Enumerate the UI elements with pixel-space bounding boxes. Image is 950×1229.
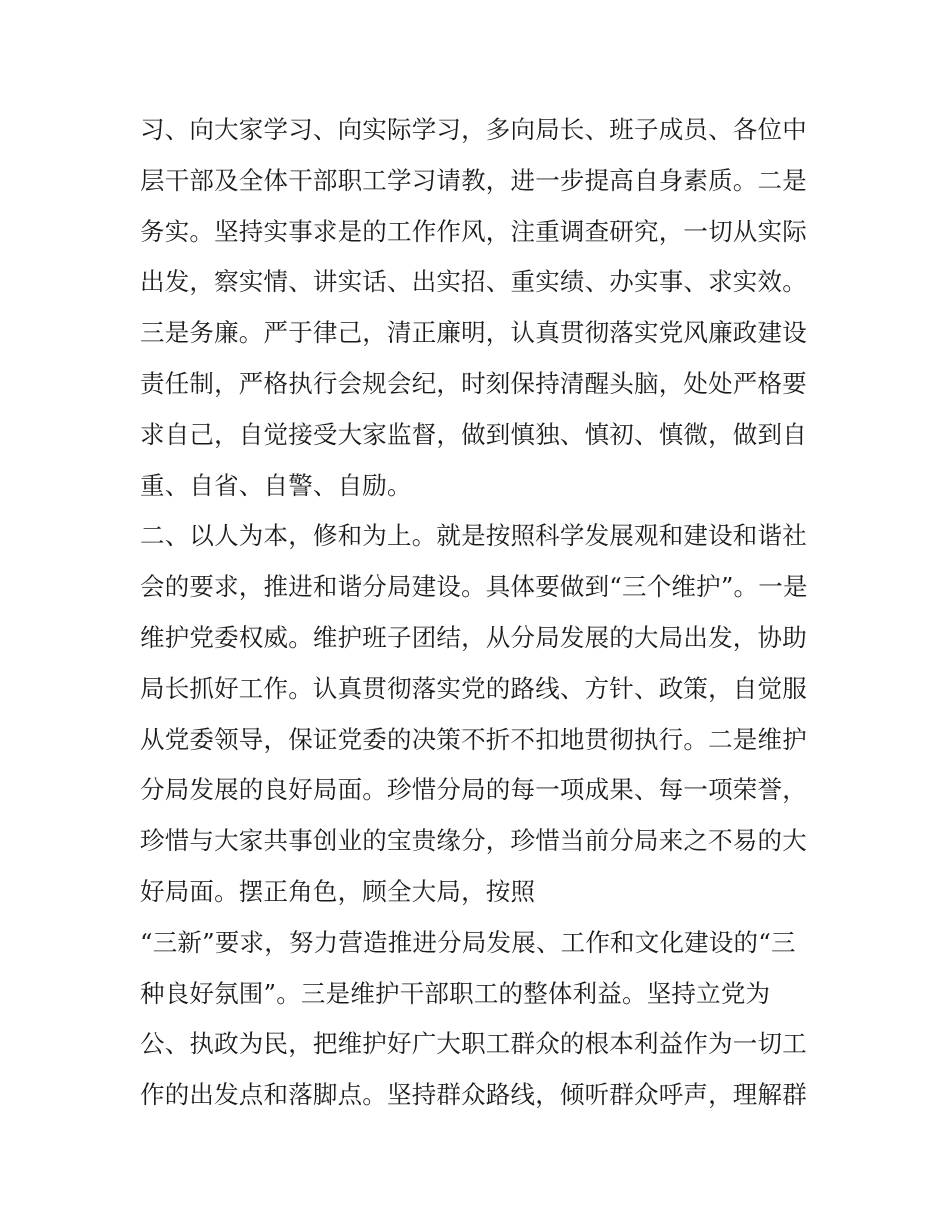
text-line: 务实。坚持实事求是的工作作风，注重调查研究，一切从实际	[140, 216, 807, 246]
text-line: 公、执政为民，把维护好广大职工群众的根本利益作为一切工	[140, 1029, 807, 1059]
body-text	[140, 105, 830, 1121]
text-line: “三新”要求，努力营造推进分局发展、工作和文化建设的“三	[140, 927, 796, 957]
text-line: 习、向大家学习、向实际学习，多向局长、班子成员、各位中	[140, 115, 807, 144]
text-line: 二、以人为本，修和为上。就是按照科学发展观和建设和谐社	[140, 521, 807, 551]
text-line: 层干部及全体干部职工学习请教，进一步提高自身素质。二是	[140, 165, 807, 195]
text-line: 重、自省、自警、自励。	[140, 470, 412, 500]
text-line: 从党委领导，保证党委的决策不折不扣地贯彻执行。二是维护	[140, 724, 807, 754]
text-line: 责任制，严格执行会规会纪，时刻保持清醒头脑，处处严格要	[140, 368, 807, 398]
text-line: 珍惜与大家共事创业的宝贵缘分，珍惜当前分局来之不易的大	[140, 826, 807, 856]
text-line: 作的出发点和落脚点。坚持群众路线，倾听群众呼声，理解群	[140, 1080, 807, 1110]
text-line: 局长抓好工作。认真贯彻落实党的路线、方针、政策，自觉服	[140, 673, 807, 703]
text-line: 分局发展的良好局面。珍惜分局的每一项成果、每一项荣誉，	[140, 775, 807, 805]
text-line: 维护党委权威。维护班子团结，从分局发展的大局出发，协助	[140, 622, 807, 652]
text-line: 三是务廉。严于律己，清正廉明，认真贯彻落实党风廉政建设	[140, 318, 807, 348]
text-line: 种良好氛围”。三是维护干部职工的整体利益。坚持立党为	[140, 978, 771, 1008]
text-line: 求自己，自觉接受大家监督，做到慎独、慎初、慎微，做到自	[140, 419, 807, 449]
text-line: 会的要求，推进和谐分局建设。具体要做到“三个维护”。一是	[140, 572, 808, 602]
text-line: 出发，察实情、讲实话、出实招、重实绩、办实事、求实效。	[140, 267, 807, 297]
text-line: 好局面。摆正角色，顾全大局，按照	[140, 876, 536, 906]
